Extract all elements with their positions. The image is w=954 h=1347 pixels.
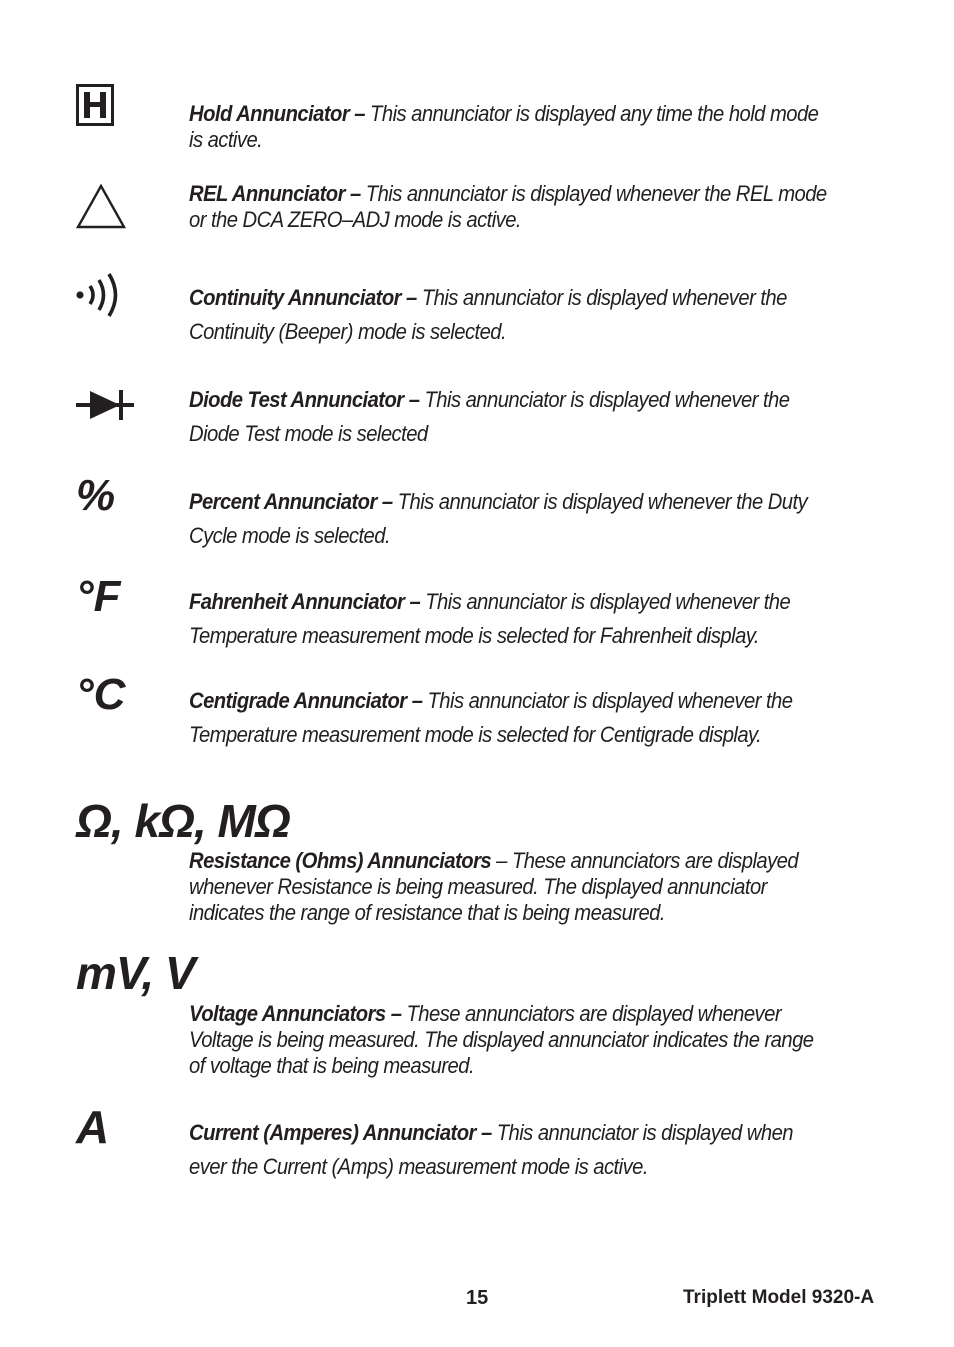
- footer-model: Triplett Model 9320-A: [683, 1287, 875, 1308]
- ohms-symbol: Ω, kΩ, MΩ: [76, 795, 290, 847]
- fahrenheit-symbol: °F: [76, 572, 121, 621]
- fahrenheit-annunciator-text: Fahrenheit Annunciator – This annunciator is displayed whenever the Temperature measurement mode is selected for Fahrenheit display.: [189, 589, 791, 648]
- percent-symbol: %: [76, 471, 116, 520]
- resistance-annunciator-text: Resistance (Ohms) Annunciators – These annunciators are displayed whenever Resistance is being measured. The displayed annunciator indicates the range of resistance that is being measured.: [189, 848, 799, 925]
- voltage-annunciator-text: Voltage Annunciators – These annunciators are displayed whenever Voltage is being measured. The displayed annunciator indicates the range of voltage that is being measured.: [189, 1001, 814, 1078]
- hold-annunciator-text: Hold Annunciator – This annunciator is displayed any time the hold mode is active.: [189, 101, 819, 152]
- hold-icon: [76, 84, 114, 131]
- diode-icon: [76, 388, 136, 427]
- continuity-beeper-icon: [76, 272, 126, 327]
- current-annunciator-text: Current (Amperes) Annunciator – This annunciator is displayed when ever the Current (Amps) measurement mode is active.: [189, 1120, 793, 1179]
- current-symbol: A: [76, 1101, 109, 1153]
- continuity-annunciator-text: Continuity Annunciator – This annunciator is displayed whenever the Continuity (Beeper) mode is selected.: [189, 285, 787, 344]
- percent-annunciator-text: Percent Annunciator – This annunciator is displayed whenever the Duty Cycle mode is selected.: [189, 489, 808, 548]
- diode-annunciator-text: Diode Test Annunciator – This annunciator is displayed whenever the Diode Test mode is selected: [189, 387, 790, 446]
- rel-annunciator-text: REL Annunciator – This annunciator is displayed whenever the REL mode or the DCA ZERO–ADJ mode is active.: [189, 181, 827, 232]
- centigrade-symbol: °C: [76, 670, 126, 719]
- voltage-symbol: mV, V: [76, 947, 195, 999]
- page-number: 15: [466, 1287, 489, 1309]
- centigrade-annunciator-text: Centigrade Annunciator – This annunciator is displayed whenever the Temperature measurement mode is selected for Centigrade display.: [189, 688, 793, 747]
- rel-triangle-icon: [76, 184, 126, 235]
